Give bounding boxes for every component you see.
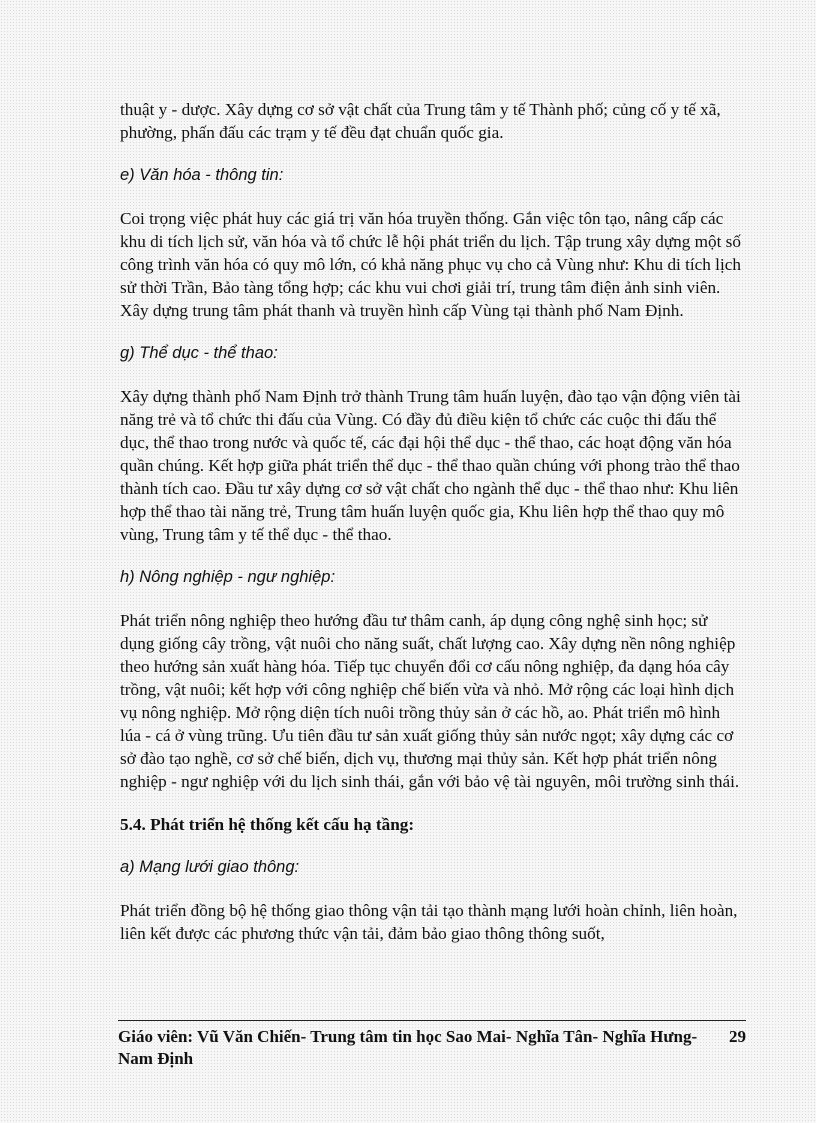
paragraph-health-continued: thuật y - dược. Xây dựng cơ sở vật chất của Trung tâm y tế Thành phố; củng cố y tế xã, phường, phấn đấu các trạm y tế đều đạt chuẩn quốc gia.: [120, 100, 721, 142]
paragraph-transport-network: Phát triển đồng bộ hệ thống giao thông vận tải tạo thành mạng lưới hoàn chỉnh, liên hoàn, liên kết được các phương thức vận tải, đảm bảo giao thông thông suốt,: [120, 901, 738, 943]
paragraph-culture-information: Coi trọng việc phát huy các giá trị văn hóa truyền thống. Gắn việc tôn tạo, nâng cấp các khu di tích lịch sử, văn hóa và tổ chức lễ hội phát triển du lịch. Tập trung xây dựng một số công trình văn hóa có quy mô lớn, có khả năng phục vụ cho cả Vùng như: Khu di tích lịch sử thời Trần, Bảo tàng tổng hợp; các khu vui chơi giải trí, trung tâm điện ảnh sinh viên. Xây dựng trung tâm phát thanh và truyền hình cấp Vùng tại thành phố Nam Định.: [120, 209, 741, 320]
section-heading-infrastructure: 5.4. Phát triển hệ thống kết cấu hạ tầng:: [120, 815, 415, 834]
footer-divider: [118, 1020, 746, 1021]
subheading-sports: g) Thể dục - thể thao:: [120, 344, 278, 362]
subheading-agriculture-fishery: h) Nông nghiệp - ngư nghiệp:: [120, 568, 336, 586]
page-body: [120, 98, 745, 965]
paragraph-agriculture-fishery: Phát triển nông nghiệp theo hướng đầu tư thâm canh, áp dụng công nghệ sinh học; sử dụng giống cây trồng, vật nuôi cho năng suất, chất lượng cao. Xây dựng nền nông nghiệp theo hướng sản xuất hàng hóa. Tiếp tục chuyển đổi cơ cấu nông nghiệp, đa dạng hóa cây trồng, vật nuôi; kết hợp với công nghiệp chế biến vừa và nhỏ. Mở rộng các loại hình dịch vụ nông nghiệp. Mở rộng diện tích nuôi trồng thủy sản ở các hồ, ao. Phát triển mô hình lúa - cá ở vùng trũng. Ưu tiên đầu tư sản xuất giống thủy sản nước ngọt; xây dựng các cơ sở đào tạo nghề, cơ sở chế biến, dịch vụ, thương mại thủy sản. Kết hợp phát triển nông nghiệp - ngư nghiệp với du lịch sinh thái, gắn với bảo vệ tài nguyên, môi trường sinh thái.: [120, 611, 740, 791]
subheading-culture-information: e) Văn hóa - thông tin:: [120, 166, 284, 184]
page-footer: [118, 1026, 746, 1070]
page-number: 29: [729, 1027, 746, 1046]
subheading-transport-network: a) Mạng lưới giao thông:: [120, 858, 300, 876]
paragraph-sports: Xây dựng thành phố Nam Định trở thành Trung tâm huấn luyện, đào tạo vận động viên tài năng trẻ và tổ chức thi đấu của Vùng. Có đầy đủ điều kiện tổ chức các cuộc thi đấu thể dục, thể thao trong nước và quốc tế, các đại hội thể dục - thể thao, các hoạt động văn hóa quần chúng. Kết hợp giữa phát triển thể dục - thể thao quần chúng với phong trào thể thao thành tích cao. Đầu tư xây dựng cơ sở vật chất cho ngành thể dục - thể thao như: Khu liên hợp thể thao tài năng trẻ, Trung tâm huấn luyện quốc gia, Khu liên hợp thể thao quy mô vùng, Trung tâm y tế thể dục - thể thao.: [120, 387, 741, 544]
footer-author-text: Giáo viên: Vũ Văn Chiến- Trung tâm tin học Sao Mai- Nghĩa Tân- Nghĩa Hưng- Nam Định: [118, 1027, 698, 1068]
